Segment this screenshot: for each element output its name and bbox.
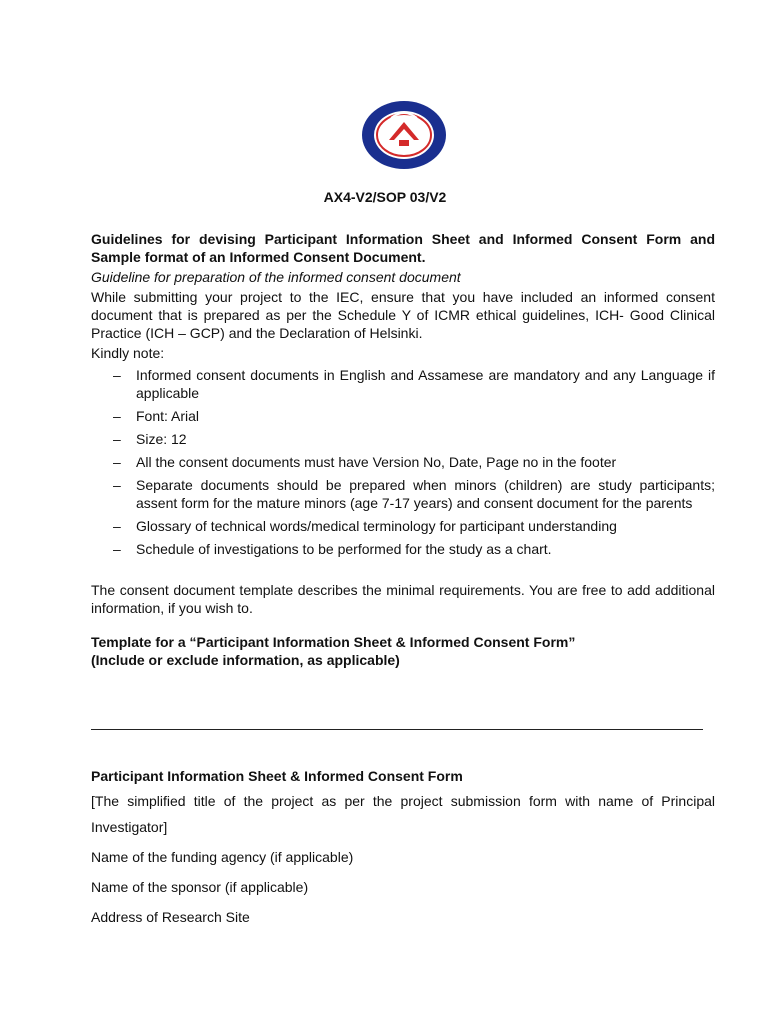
list-item: – Separate documents should be prepared when minors (children) are study participants; assent form for the mature minors (age 7-17 years) and consent document for the parents (113, 477, 715, 511)
guidelines-subtitle: Guideline for preparation of the informed consent document (91, 269, 461, 285)
project-title-placeholder: [The simplified title of the project as per the project submission form with name of Principal Investigator] (91, 793, 715, 835)
dash-bullet: – (113, 541, 121, 557)
guidelines-title: Guidelines for devising Participant Information Sheet and Informed Consent Form and Sample format of an Informed Consent Document. (91, 231, 715, 265)
sponsor-field: Name of the sponsor (if applicable) (91, 879, 309, 895)
seal-icon (361, 100, 447, 170)
list-item: – Schedule of investigations to be performed for the study as a chart. (113, 541, 552, 557)
form-title: Participant Information Sheet & Informed Consent Form (91, 768, 463, 784)
dash-bullet: – (113, 431, 121, 447)
list-item: – All the consent documents must have Version No, Date, Page no in the footer (113, 454, 617, 470)
dash-bullet: – (113, 408, 121, 424)
note-label: Kindly note: (91, 345, 165, 361)
list-item: – Size: 12 (113, 431, 187, 447)
dash-bullet: – (113, 454, 121, 470)
institution-logo (361, 100, 447, 170)
requirements-list (91, 366, 715, 558)
closing-paragraph: The consent document template describes the minimal requirements. You are free to add additional information, if you wish to. (91, 582, 715, 616)
dash-bullet: – (113, 518, 121, 534)
list-item: – Informed consent documents in English and Assamese are mandatory and any Language if applicable (113, 367, 715, 401)
guidelines-body: While submitting your project to the IEC, ensure that you have included an informed consent document that is prepared as per the Schedule Y of ICMR ethical guidelines, ICH- Good Clinical Practice (ICH – GCP) and the Declaration of Helsinki. (91, 289, 715, 341)
dash-bullet: – (113, 477, 121, 493)
consent-form-section (91, 767, 715, 930)
research-site-field: Address of Research Site (91, 909, 250, 925)
divider-line (91, 729, 703, 730)
document-code: AX4-V2/SOP 03/V2 (323, 189, 447, 205)
list-item: – Glossary of technical words/medical terminology for participant understanding (113, 518, 617, 534)
funding-agency-field: Name of the funding agency (if applicable) (91, 849, 354, 865)
template-heading: Template for a “Participant Information Sheet & Informed Consent Form” (91, 634, 576, 650)
dash-bullet: – (113, 367, 121, 383)
template-subheading: (Include or exclude information, as applicable) (91, 652, 400, 668)
list-item: – Font: Arial (113, 408, 200, 424)
guidelines-section (91, 230, 715, 669)
